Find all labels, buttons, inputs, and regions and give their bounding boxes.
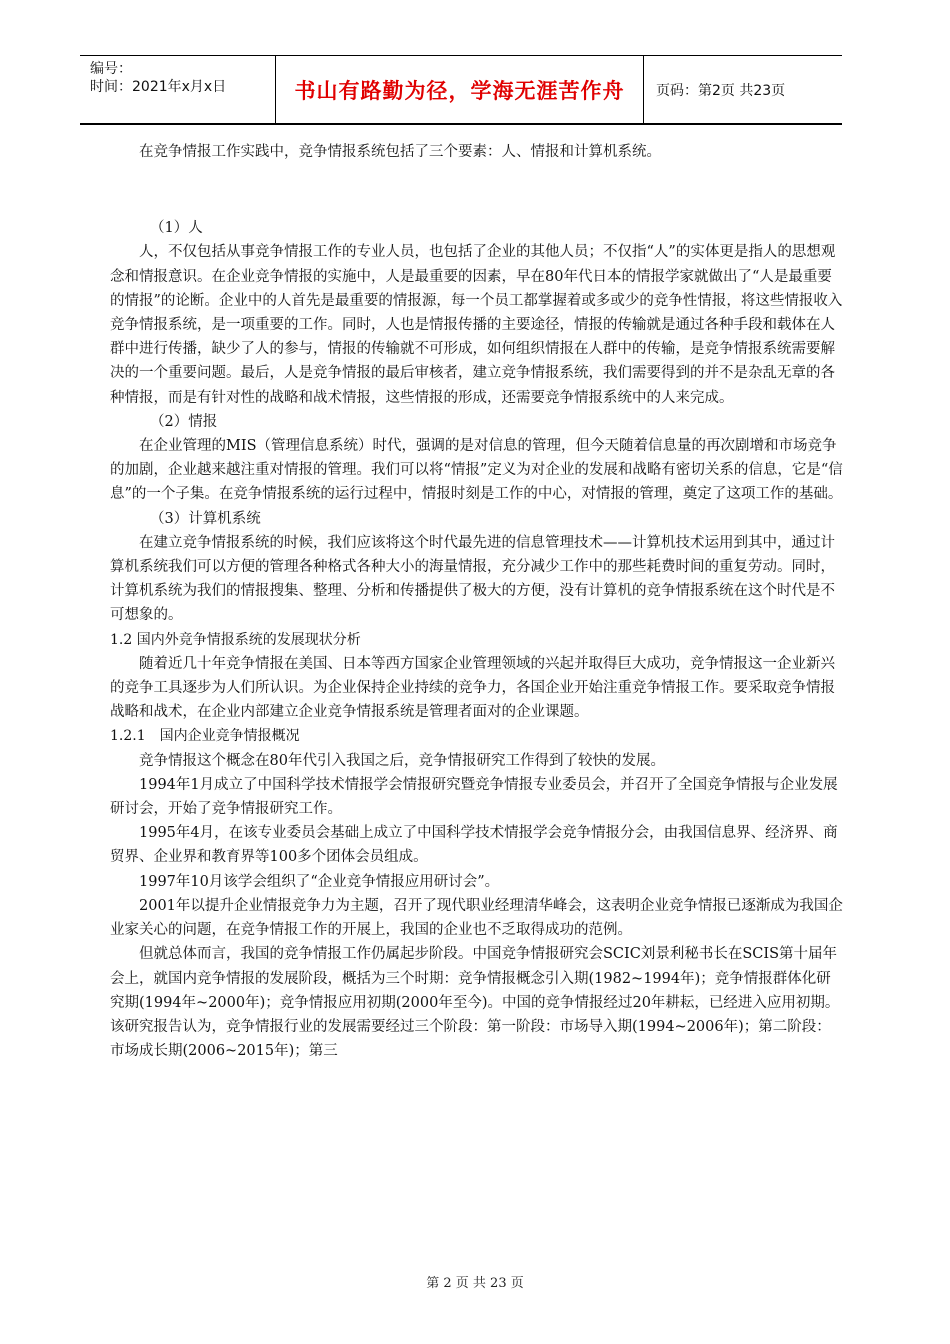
- paragraph-1994: 1994年1月成立了中国科学技术情报学会情报研究暨竞争情报专业委员会，并召开了全国竞争情报与企业发展研讨会，开始了竞争情报研究工作。: [110, 776, 838, 818]
- subheading-intelligence: （2）情报: [150, 413, 218, 430]
- page-header: [80, 55, 842, 125]
- paragraph-1995: 1995年4月，在该专业委员会基础上成立了中国科学技术情报学会竞争情报分会，由我国信息界、经济界、商贸界、企业界和教育界等100多个团体会员组成。: [110, 825, 838, 866]
- date-label: 时间：2021年x月x日: [90, 79, 227, 95]
- subheading-people: （1）人: [150, 220, 203, 237]
- intro-paragraph: 在竞争情报工作实践中，竞争情报系统包括了三个要素：人、情报和计算机系统。: [139, 144, 661, 160]
- header-page-label: 页码：第2页 共23页: [656, 82, 786, 99]
- paragraph-intelligence: 在企业管理的MIS（管理信息系统）时代，强调的是对信息的管理，但今天随着信息量的再次剧增和市场竞争的加剧，企业越来越注重对情报的管理。我们可以将“情报”定义为对企业的发展和战略有密切关系的信息，它是“信息”的一个子集。在竞争情报系统的运行过程中，情报时刻是工作的中心，对情报的管理，奠定了这项工作的基础。: [110, 438, 843, 503]
- paragraph-2001: 2001年以提升企业情报竞争力为主题，召开了现代职业经理清华峰会，这表明企业竞争情报已逐渐成为我国企业家关心的问题，在竞争情报工作的开展上，我国的企业也不乏取得成功的范例。: [110, 897, 843, 939]
- paragraph-people: 人，不仅包括从事竞争情报工作的专业人员，也包括了企业的其他人员；不仅指“人”的实体更是指人的思想观念和情报意识。在企业竞争情报的实施中，人是最重要的因素，早在80年代日本的情报学家就做出了“人是最重要的情报”的论断。企业中的人首先是最重要的情报源，每一个员工都掌握着或多或少的竞争性情报，将这些情报收入竞争情报系统，是一项重要的工作。同时，人也是情报传播的主要途径，情报的传输就是通过各种手段和载体在人群中进行传播，缺少了人的参与，情报的传输就不可形成，如何组织情报在人群中的传输，是竞争情报系统需要解决的一个重要问题。最后，人是竞争情报的最后审核者，建立竞争情报系统，我们需要得到的并不是杂乱无章的各种情报，而是有针对性的战略和战术情报，这些情报的形成，还需要竞争情报系统中的人来完成。: [110, 244, 843, 406]
- section-heading-1-2: 1.2 国内外竞争情报系统的发展现状分析: [110, 631, 361, 648]
- paragraph-section-1-2: 随着近几十年竞争情报在美国、日本等西方国家企业管理领域的兴起并取得巨大成功，竞争情报这一企业新兴的竞争工具逐步为人们所认识。为企业保持企业持续的竞争力，各国企业开始注重竞争情报工作。要采取竞争情报战略和战术，在企业内部建立企业竞争情报系统是管理者面对的企业课题。: [110, 655, 835, 721]
- section-heading-1-2-1: 1.2.1 国内企业竞争情报概况: [110, 728, 300, 745]
- number-label: 编号：: [90, 61, 132, 77]
- subheading-computer: （3）计算机系统: [150, 510, 261, 527]
- header-motto: 书山有路勤为径，学海无涯苦作舟: [276, 56, 644, 123]
- paragraph-1997: 1997年10月该学会组织了“企业竞争情报应用研讨会”。: [139, 873, 500, 890]
- paragraph-computer: 在建立竞争情报系统的时候，我们应该将这个时代最先进的信息管理技术——计算机技术运用到其中，通过计算机系统我们可以方便的管理各种格式各种大小的海量情报，充分减少工作中的那些耗费时间的重复劳动。同时，计算机系统为我们的情报搜集、整理、分析和传播提供了极大的方便，没有计算机的竞争情报系统在这个时代是不可想象的。: [110, 534, 835, 624]
- header-meta: [80, 56, 276, 123]
- paragraph-1980s: 竞争情报这个概念在80年代引入我国之后，竞争情报研究工作得到了较快的发展。: [139, 752, 665, 769]
- page-footer: 第 2 页 共 23 页: [426, 1276, 524, 1291]
- document-body: [110, 140, 845, 1063]
- paragraph-overall: 但就总体而言，我国的竞争情报工作仍属起步阶段。中国竞争情报研究会SCIC刘景利秘书长在SCIS第十届年会上，就国内竞争情报的发展阶段，概括为三个时期：竞争情报概念引入期(1982~1994年)；竞争情报群体化研究期(1994年~2000年)；竞争情报应用初期(2000年至今)。中国的竞争情报经过20年耕耘，已经进入应用初期。该研究报告认为，竞争情报行业的发展需要经过三个阶段：第一阶段：市场导入期(1994~2006年)；第二阶段：市场成长期(2006~2015年)；第三: [110, 946, 840, 1060]
